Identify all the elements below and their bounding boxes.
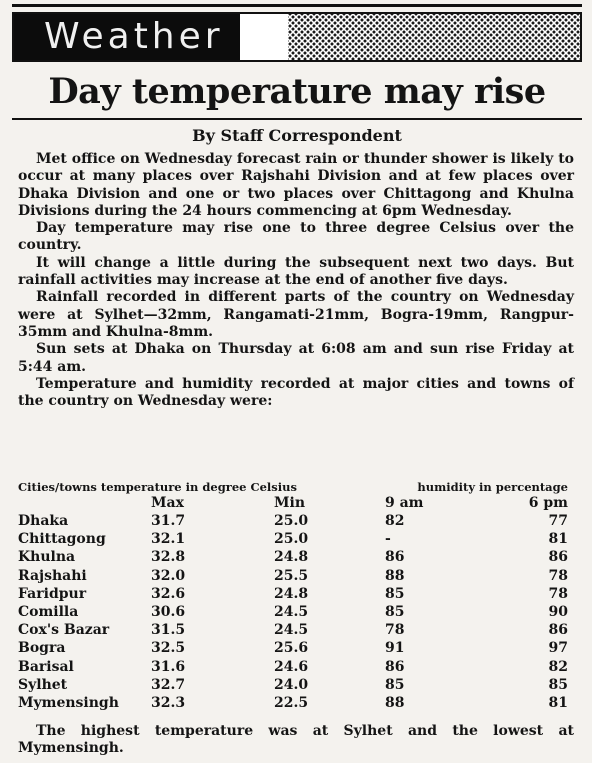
table-row: [18, 585, 568, 603]
city-name: Faridpur: [18, 585, 87, 602]
max-temp: 32.1: [151, 531, 186, 548]
paragraph: It will change a little during the subsequent next two days. But rainfall activities may increase at the end of another five days.: [18, 254, 574, 289]
table-row: [18, 694, 568, 712]
byline: By Staff Correspondent: [192, 126, 402, 145]
table-row: [18, 567, 568, 585]
headline: Day temperature may rise: [48, 71, 546, 112]
humidity-9am: -: [385, 531, 391, 548]
min-temp: 24.8: [274, 585, 309, 602]
min-temp: 24.5: [274, 603, 309, 620]
min-temp: 25.6: [274, 640, 309, 657]
table-caption-humidity: humidity in percentage: [417, 480, 568, 494]
humidity-6pm: 78: [548, 585, 568, 602]
max-temp: 32.3: [151, 694, 186, 711]
humidity-6pm: 82: [548, 658, 568, 675]
humidity-6pm: 85: [548, 676, 568, 693]
paragraph: Temperature and humidity recorded at major cities and towns of the country on Wednesday were:: [18, 375, 574, 410]
column-max: Max: [151, 495, 184, 511]
humidity-9am: 88: [385, 567, 405, 584]
table-row: [18, 621, 568, 639]
min-temp: 25.5: [274, 567, 309, 584]
humidity-6pm: 78: [548, 567, 568, 584]
paragraph: Day temperature may rise one to three degree Celsius over the country.: [18, 220, 574, 254]
table-row: [18, 676, 568, 694]
min-temp: 22.5: [274, 694, 309, 711]
humidity-9am: 82: [385, 513, 405, 529]
humidity-9am: 85: [385, 676, 405, 693]
banner-divider: [240, 14, 288, 60]
min-temp: 24.5: [274, 622, 309, 639]
paragraph: Rainfall recorded in different parts of the country on Wednesday were at Sylhet—32mm, Rangamati-21mm, Bogra-19mm, Rangpur-35mm and Khulna-8mm.: [18, 289, 574, 340]
table-caption-temperature: Cities/towns temperature in degree Celsius: [18, 480, 297, 494]
closing-paragraph: [18, 723, 574, 758]
humidity-6pm: 81: [548, 531, 568, 548]
humidity-6pm: 81: [548, 694, 568, 711]
closing-text: The highest temperature was at Sylhet and the lowest at Mymensingh.: [18, 723, 574, 757]
max-temp: 32.0: [151, 567, 186, 584]
max-temp: 32.8: [151, 549, 186, 566]
max-temp: 31.7: [151, 513, 186, 529]
city-name: Chittagong: [18, 531, 106, 548]
city-name: Khulna: [18, 549, 76, 566]
humidity-9am: 91: [385, 640, 405, 657]
max-temp: 31.5: [151, 622, 186, 639]
humidity-6pm: 90: [548, 603, 568, 620]
min-temp: 24.6: [274, 658, 309, 675]
city-name: Bogra: [18, 640, 66, 657]
min-temp: 25.0: [274, 531, 309, 548]
city-name: Sylhet: [18, 676, 68, 693]
humidity-6pm: 86: [548, 549, 568, 566]
max-temp: 32.6: [151, 585, 186, 602]
city-name: Dhaka: [18, 513, 69, 529]
city-name: Mymensingh: [18, 694, 119, 711]
table-row: [18, 639, 568, 657]
paragraph: Sun sets at Dhaka on Thursday at 6:08 am and sun rise Friday at 5:44 am.: [18, 341, 574, 375]
min-temp: 25.0: [274, 513, 309, 529]
humidity-6pm: 86: [548, 622, 568, 639]
column-6pm: 6 pm: [528, 495, 568, 511]
column-9am: 9 am: [385, 495, 424, 511]
humidity-9am: 88: [385, 694, 405, 711]
max-temp: 30.6: [151, 603, 186, 620]
table-row: [18, 603, 568, 621]
min-temp: 24.0: [274, 676, 309, 693]
city-name: Comilla: [18, 603, 79, 620]
top-rule: [12, 4, 582, 7]
max-temp: 31.6: [151, 658, 186, 675]
city-name: Barisal: [18, 658, 74, 675]
city-name: Rajshahi: [18, 567, 87, 584]
article-body: [18, 151, 574, 410]
min-temp: 24.8: [274, 549, 309, 566]
table-column-headers: [18, 495, 568, 511]
table-row: [18, 548, 568, 566]
humidity-6pm: 77: [548, 513, 568, 529]
section-banner: [12, 12, 582, 62]
humidity-9am: 86: [385, 549, 405, 566]
max-temp: 32.5: [151, 640, 186, 657]
humidity-6pm: 97: [548, 640, 568, 657]
humidity-9am: 86: [385, 658, 405, 675]
headline-rule: [12, 118, 582, 120]
weather-table: [18, 512, 568, 712]
humidity-9am: 85: [385, 603, 405, 620]
humidity-9am: 78: [385, 622, 405, 639]
paragraph: Met office on Wednesday forecast rain or thunder shower is likely to occur at many places over Rajshahi Division and at few places over Dhaka Division and one or two places over Chittagong and Khulna Divisions during the 24 hours commencing at 6pm Wednesday.: [18, 151, 574, 219]
max-temp: 32.7: [151, 676, 186, 693]
city-name: Cox's Bazar: [18, 622, 110, 639]
table-row: [18, 530, 568, 548]
section-label: Weather: [14, 14, 240, 60]
table-caption: [18, 479, 568, 495]
humidity-9am: 85: [385, 585, 405, 602]
column-min: Min: [274, 495, 305, 511]
table-row: [18, 512, 568, 530]
table-row: [18, 658, 568, 676]
